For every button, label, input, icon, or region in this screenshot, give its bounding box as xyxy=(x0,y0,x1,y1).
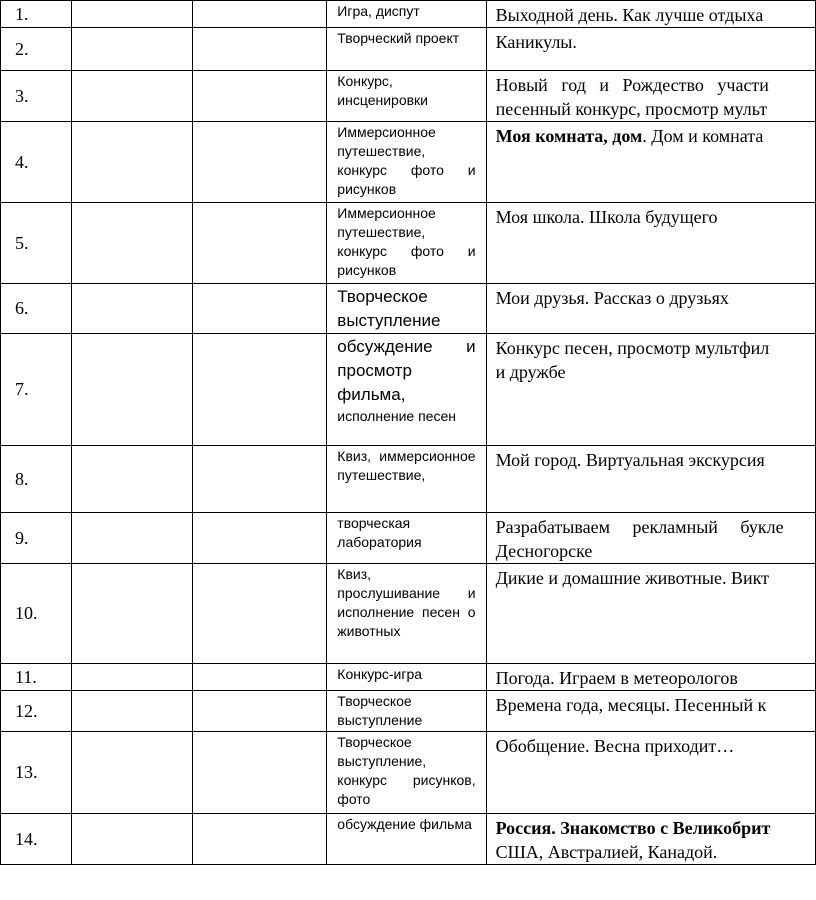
empty-cell xyxy=(192,1,326,28)
theme-line: и дружбе xyxy=(495,362,566,382)
empty-cell xyxy=(192,203,326,284)
lesson-theme xyxy=(486,334,815,446)
empty-cell xyxy=(72,446,193,513)
theme-line: США, Австралией, Канадой. xyxy=(495,842,718,862)
empty-cell xyxy=(72,203,193,284)
empty-cell xyxy=(192,28,326,71)
table-row xyxy=(1,334,816,446)
empty-cell xyxy=(72,664,193,691)
empty-cell xyxy=(192,122,326,203)
empty-cell xyxy=(72,814,193,865)
table-row xyxy=(1,284,816,334)
theme-bold: Россия. Знакомство с Великобрит xyxy=(495,818,771,838)
row-number: 1. xyxy=(1,1,72,28)
theme-rest: . Дом и комната xyxy=(642,126,764,146)
activity-form: творческая лаборатория xyxy=(327,513,486,564)
row-number: 12. xyxy=(1,691,72,732)
lesson-theme: Моя школа. Школа будущего xyxy=(486,203,815,284)
activity-form: Квиз, прослушивание и исполнение песен о животных xyxy=(327,564,486,664)
theme-bold: Моя комната, дом xyxy=(495,126,643,146)
table-row xyxy=(1,513,816,564)
lesson-theme: Мои друзья. Рассказ о друзьях xyxy=(486,284,815,334)
table-row xyxy=(1,664,816,691)
empty-cell xyxy=(72,284,193,334)
empty-cell xyxy=(192,513,326,564)
table-row xyxy=(1,691,816,732)
row-number: 8. xyxy=(1,446,72,513)
activity-form: Конкурс, инсценировки xyxy=(327,71,486,122)
table-row xyxy=(1,446,816,513)
empty-cell xyxy=(72,28,193,71)
row-number: 13. xyxy=(1,732,72,814)
lesson-theme: Обобщение. Весна приходит… xyxy=(486,732,815,814)
row-number: 10. xyxy=(1,564,72,664)
theme-line: песенный конкурс, просмотр мульт xyxy=(495,99,768,119)
row-number: 3. xyxy=(1,71,72,122)
empty-cell xyxy=(192,284,326,334)
row-number: 5. xyxy=(1,203,72,284)
form-main: обсуждение и просмотр фильма, xyxy=(337,337,476,404)
empty-cell xyxy=(192,564,326,664)
theme-line: Разрабатываем рекламный букле xyxy=(495,517,784,537)
activity-form: Творческий проект xyxy=(327,28,486,71)
lesson-theme xyxy=(486,814,815,865)
empty-cell xyxy=(192,732,326,814)
empty-cell xyxy=(72,732,193,814)
form-extra: исполнение песен xyxy=(337,408,456,424)
activity-form: Творческое выступление xyxy=(327,284,486,334)
activity-form: Иммерсионное путешествие, конкурс фото и рисунков xyxy=(327,203,486,284)
empty-cell xyxy=(72,691,193,732)
lesson-theme: Погода. Играем в метеорологов xyxy=(486,664,815,691)
row-number: 4. xyxy=(1,122,72,203)
activity-form: Творческое выступление xyxy=(327,691,486,732)
activity-form: Игра, диспут xyxy=(327,1,486,28)
row-number: 9. xyxy=(1,513,72,564)
empty-cell xyxy=(192,446,326,513)
empty-cell xyxy=(192,691,326,732)
lesson-theme: Мой город. Виртуальная экскурсия xyxy=(486,446,815,513)
empty-cell xyxy=(72,71,193,122)
table-row xyxy=(1,814,816,865)
table-row xyxy=(1,28,816,71)
theme-line: Новый год и Рождество участи xyxy=(495,75,769,95)
empty-cell xyxy=(72,122,193,203)
activity-form: обсуждение фильма xyxy=(327,814,486,865)
row-number: 11. xyxy=(1,664,72,691)
table-row xyxy=(1,203,816,284)
empty-cell xyxy=(72,564,193,664)
table-row xyxy=(1,732,816,814)
lesson-theme xyxy=(486,513,815,564)
table-row xyxy=(1,1,816,28)
activity-form: Конкурс-игра xyxy=(327,664,486,691)
lesson-theme xyxy=(486,122,815,203)
row-number: 2. xyxy=(1,28,72,71)
row-number: 6. xyxy=(1,284,72,334)
row-number: 7. xyxy=(1,334,72,446)
activity-form xyxy=(327,334,486,446)
row-number: 14. xyxy=(1,814,72,865)
table-row xyxy=(1,122,816,203)
empty-cell xyxy=(192,334,326,446)
empty-cell xyxy=(72,334,193,446)
empty-cell xyxy=(192,814,326,865)
theme-line: Конкурс песен, просмотр мультфил xyxy=(495,338,770,358)
theme-line: Десногорске xyxy=(495,541,593,561)
lesson-theme: Каникулы. xyxy=(486,28,815,71)
lesson-theme xyxy=(486,71,815,122)
activity-form: Квиз, иммерсионное путешествие, xyxy=(327,446,486,513)
lesson-theme: Выходной день. Как лучше отдыха xyxy=(486,1,815,28)
lesson-theme: Времена года, месяцы. Песенный к xyxy=(486,691,815,732)
table-row xyxy=(1,564,816,664)
activity-form: Творческое выступление, конкурс рисунков, фото xyxy=(327,732,486,814)
table-row xyxy=(1,71,816,122)
activity-form: Иммерсионное путешествие, конкурс фото и рисунков xyxy=(327,122,486,203)
empty-cell xyxy=(192,664,326,691)
empty-cell xyxy=(72,1,193,28)
lesson-theme: Дикие и домашние животные. Викт xyxy=(486,564,815,664)
empty-cell xyxy=(72,513,193,564)
empty-cell xyxy=(192,71,326,122)
